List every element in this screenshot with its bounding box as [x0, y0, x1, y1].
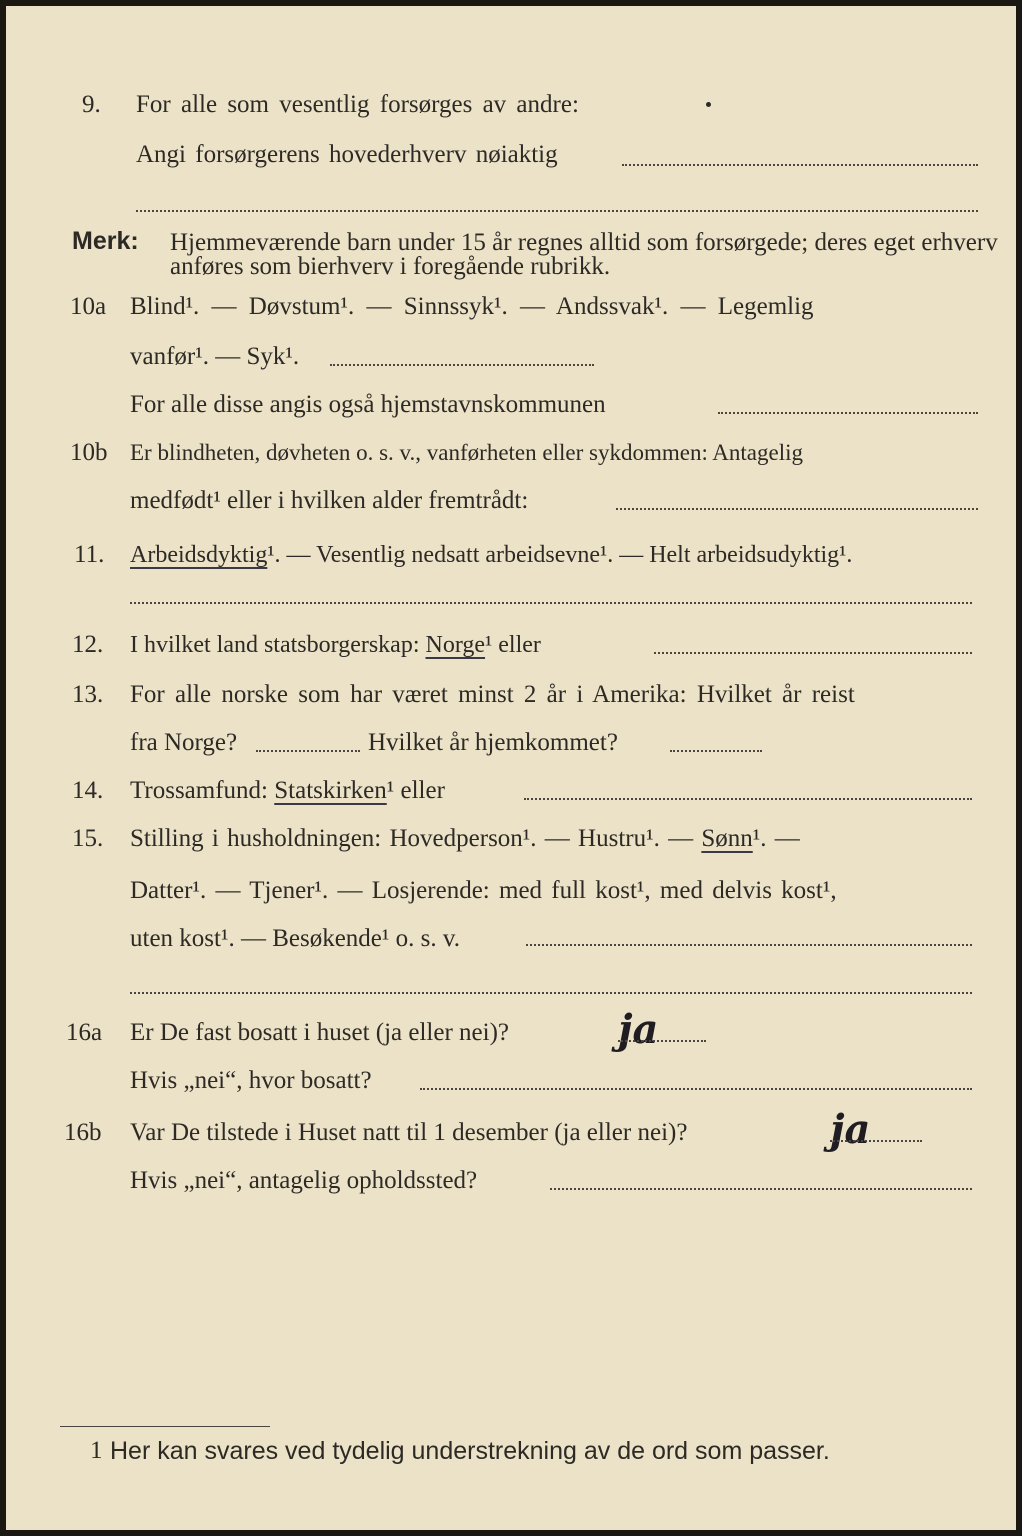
q10a-line1: Blind¹. — Døvstum¹. — Sinnssyk¹. — Andssvak¹. — Legemlig — [130, 293, 814, 320]
q10a-line3: For alle disse angis også hjemstavnskommunen — [130, 391, 606, 418]
q12-answer-line — [654, 652, 972, 654]
q10b-answer-line — [616, 508, 978, 510]
ink-speck — [706, 102, 711, 107]
q16a-handwritten-answer: ja — [618, 1006, 659, 1053]
q16b-handwritten-answer: ja — [830, 1106, 871, 1153]
q14-suffix: ¹ eller — [386, 777, 445, 804]
q13-line2b: Hvilket år hjemkommet? — [368, 729, 618, 756]
q11-rest: ¹. — Vesentlig nedsatt arbeidsevne¹. — Helt arbeidsudyktig¹. — [267, 542, 853, 568]
q13-departed-year-line — [256, 750, 360, 752]
q15-answer-line — [526, 944, 972, 946]
q9-line2: Angi forsørgerens hovederhverv nøiaktig — [136, 141, 558, 168]
q13-line1: For alle norske som har været minst 2 år i Amerika: Hvilket år reist — [130, 681, 855, 708]
q12-number: 12. — [72, 631, 104, 658]
q12-suffix: ¹ eller — [485, 632, 541, 658]
q15-number: 15. — [72, 825, 104, 852]
footnote-rule — [60, 1426, 270, 1427]
q16a-residence-line — [420, 1088, 972, 1090]
q16a-line2: Hvis „nei“, hvor bosatt? — [130, 1067, 372, 1094]
note-label: Merk: — [72, 227, 139, 255]
q10a-answer-line — [330, 364, 594, 366]
q15-line1 — [130, 824, 800, 854]
q15-line1-start: Stilling i husholdningen: Hovedperson¹. — Hustru¹. — — [130, 825, 702, 852]
q13-line2a: fra Norge? — [130, 729, 238, 756]
q14-underlined-option: Statskirken — [274, 777, 387, 804]
q11-number: 11. — [74, 541, 105, 568]
q11-text — [130, 540, 852, 570]
q16b-answer-line — [830, 1140, 922, 1142]
q14-number: 14. — [72, 777, 104, 804]
q10b-line1: Er blindheten, døvheten o. s. v., vanførheten eller sykdommen: Antagelig — [130, 440, 804, 465]
q15-line3: uten kost¹. — Besøkende¹ o. s. v. — [130, 925, 461, 952]
q10b-number: 10b — [70, 439, 108, 466]
q12-underlined-option: Norge — [425, 632, 486, 658]
q16a-number: 16a — [66, 1019, 103, 1046]
q16b-line2: Hvis „nei“, antagelig opholdssted? — [130, 1167, 478, 1194]
q13-number: 13. — [72, 681, 104, 708]
census-form-page — [6, 6, 1016, 1530]
q11-underlined-option: Arbeidsdyktig — [130, 542, 268, 568]
note-line1: Hjemmeværende barn under 15 år regnes alltid som forsørgede; deres eget erhverv — [170, 229, 998, 256]
q10a-line2: vanfør¹. — Syk¹. — [130, 343, 300, 370]
q11-answer-line — [130, 602, 972, 604]
note-line2: anføres som bierhverv i foregående rubrikk. — [170, 253, 611, 280]
q9-line1: For alle som vesentlig forsørges av andre: — [136, 91, 579, 118]
q16a-line1: Er De fast bosatt i huset (ja eller nei)? — [130, 1019, 510, 1046]
q12-text — [130, 630, 541, 660]
q16b-stay-line — [550, 1188, 972, 1190]
q12-prefix: I hvilket land statsborgerskap: — [130, 632, 426, 658]
q14-prefix: Trossamfund: — [130, 777, 275, 804]
q13-returned-year-line — [670, 750, 762, 752]
q9-number: 9. — [82, 91, 101, 118]
q14-text — [130, 776, 445, 806]
q16a-answer-line — [618, 1040, 706, 1042]
footnote-text: Her kan svares ved tydelig understrekning av de ord som passer. — [110, 1437, 830, 1465]
q16b-number: 16b — [64, 1119, 102, 1146]
q15-line2: Datter¹. — Tjener¹. — Losjerende: med full kost¹, med delvis kost¹, — [130, 877, 837, 904]
q14-answer-line — [524, 798, 972, 800]
q15-underlined-option: Sønn — [701, 825, 753, 852]
q16b-line1: Var De tilstede i Huset natt til 1 desember (ja eller nei)? — [130, 1119, 688, 1146]
q15-answer-line-2 — [130, 992, 972, 994]
footnote-mark: 1 — [90, 1437, 103, 1464]
q10a-home-municipality-line — [718, 412, 978, 414]
q10a-number: 10a — [70, 293, 107, 320]
q10b-line2: medfødt¹ eller i hvilken alder fremtrådt: — [130, 487, 529, 514]
q9-answer-line-2 — [136, 210, 978, 212]
q9-answer-line — [622, 164, 978, 166]
q15-line1-end: ¹. — — [752, 825, 800, 852]
